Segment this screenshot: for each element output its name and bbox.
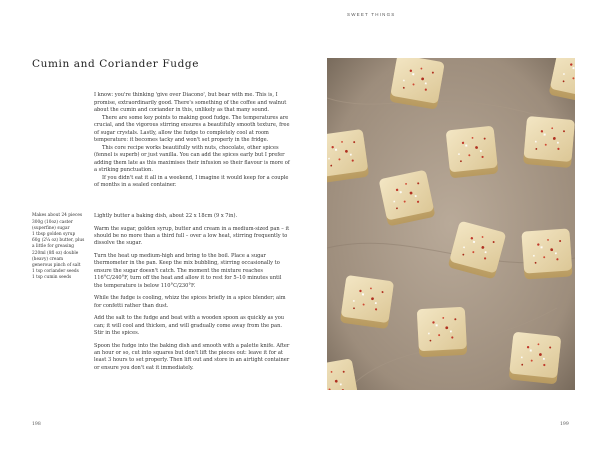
ingredient-item: 1 tsp coriander seeds (32, 268, 79, 274)
intro-paragraph: I know: you're thinking 'give over Diacono', but bear with me. This is, I promise, extraordinarily good. There's something of the coffee and walnut about the cumin and coriander in this, unlikely as that many sound. (94, 92, 287, 113)
fudge-photo (327, 58, 575, 390)
method-steps (94, 213, 290, 377)
method-step: While the fudge is cooling, whizz the spices briefly in a spice blender; aim for confetti rather than dust. (94, 295, 286, 309)
intro-paragraph: This core recipe works beautifully with nuts, chocolate, other spices (fennel is superb) or just vanilla. You can add the spices early but I prefer adding them late as this maximises their infusion so their flavour is more of a striking punctuation. (94, 144, 290, 173)
method-step: Turn the heat up medium-high and bring to the boil. Place a sugar thermometer in the pan. Keep the mix bubbling, stirring occasionally to ensure the sugar doesn't catch. The moment the mixture reaches 116°C/240°F, turn off the heat and allow it to rest for 5–10 minutes until the temperature is below 110°C/230°F. (94, 253, 282, 289)
method-step: Lightly butter a baking dish, about 22 x 18cm (9 x 7in). (94, 213, 238, 219)
ingredient-item: 220ml (8fl oz) double (heavy) cream (32, 250, 79, 262)
ingredient-item: 60g (2¼ oz) butter, plus a little for greasing (32, 238, 85, 250)
intro-paragraph: If you didn't eat it all in a weekend, I imagine it would keep for a couple of months in a sealed container. (94, 174, 289, 188)
method-step: Spoon the fudge into the baking dish and smooth with a palette knife. After an hour or so, cut into squares but don't lift the pieces out: leave it for at least 3 hours to set properly. Then lift out and store in an airtight container or ensure you don't eat it immediately. (94, 342, 290, 371)
page-number-left: 198 (32, 422, 41, 427)
page-number-right: 199 (560, 422, 569, 427)
recipe-title: Cumin and Coriander Fudge (32, 58, 200, 70)
ingredient-item: 1 tsp cumin seeds (32, 274, 72, 280)
ingredient-item: 300g (10oz) caster (superfine) sugar (32, 220, 73, 232)
fudge-photo-image (327, 58, 575, 390)
running-head: SWEET THINGS (347, 12, 396, 17)
intro-paragraph: There are some key points to making good fudge. The temperatures are crucial, and the vigorous stirring ensures a beautifully smooth texture, free of sugar crystals. Lastly, allow the fudge to completely cool at room temperature: it becomes tacky and won't set properly in the fridge. (94, 114, 290, 143)
ingredient-item: 1 tbsp golden syrup (32, 232, 76, 238)
intro-text (94, 92, 294, 190)
method-step: Warm the sugar, golden syrup, butter and cream in a medium-sized pan – it should be no more than a third full – over a low heat, stirring frequently to dissolve the sugar. (94, 225, 290, 247)
recipe-yield: Makes about 24 pieces (32, 213, 83, 218)
method-step: Add the salt to the fudge and beat with a wooden spoon as quickly as you can; it will cool and thicken, and will gradually come away from the pan. Stir in the spices. (94, 315, 285, 337)
ingredient-item: generous pinch of salt (32, 262, 81, 268)
ingredients-list (32, 213, 86, 281)
